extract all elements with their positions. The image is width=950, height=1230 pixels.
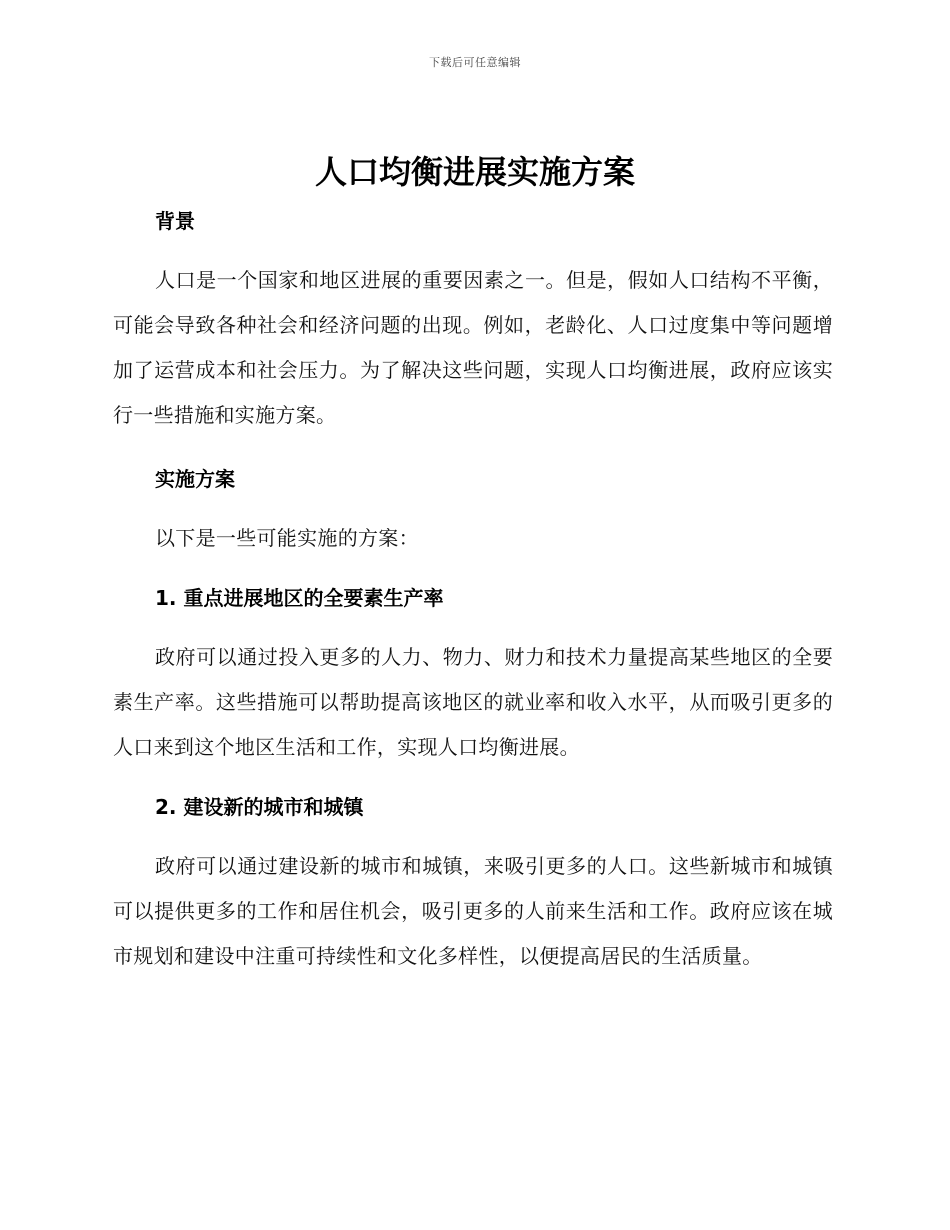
page-header-note: 下载后可任意编辑 bbox=[429, 56, 521, 69]
document-title: 人口均衡进展实施方案 bbox=[314, 153, 635, 191]
plan-item-heading-2: 2. 建设新的城市和城镇 bbox=[155, 795, 364, 819]
plan-item-heading-1: 1. 重点进展地区的全要素生产率 bbox=[155, 586, 444, 610]
section-heading-background: 背景 bbox=[155, 209, 195, 233]
plan-intro-paragraph: 以下是一些可能实施的方案： bbox=[155, 526, 419, 550]
plan-item-paragraph-2: 政府可以通过建设新的城市和城镇，来吸引更多的人口。这些新城市和城镇可以提供更多的工作和居住机会，吸引更多的人前来生活和工作。政府应该在城市规划和建设中注重可持续性和文化多样性，以便提高居民的生活质量。 bbox=[113, 854, 833, 968]
section-heading-plan: 实施方案 bbox=[155, 467, 235, 491]
plan-item-paragraph-1: 政府可以通过投入更多的人力、物力、财力和技术力量提高某些地区的全要素生产率。这些措施可以帮助提高该地区的就业率和收入水平，从而吸引更多的人口来到这个地区生活和工作，实现人口均衡进展。 bbox=[113, 645, 833, 759]
background-paragraph: 人口是一个国家和地区进展的重要因素之一。但是，假如人口结构不平衡，可能会导致各种社会和经济问题的出现。例如，老龄化、人口过度集中等问题增加了运营成本和社会压力。为了解决这些问题，实现人口均衡进展，政府应该实行一些措施和实施方案。 bbox=[113, 268, 833, 427]
document-body bbox=[113, 202, 833, 979]
